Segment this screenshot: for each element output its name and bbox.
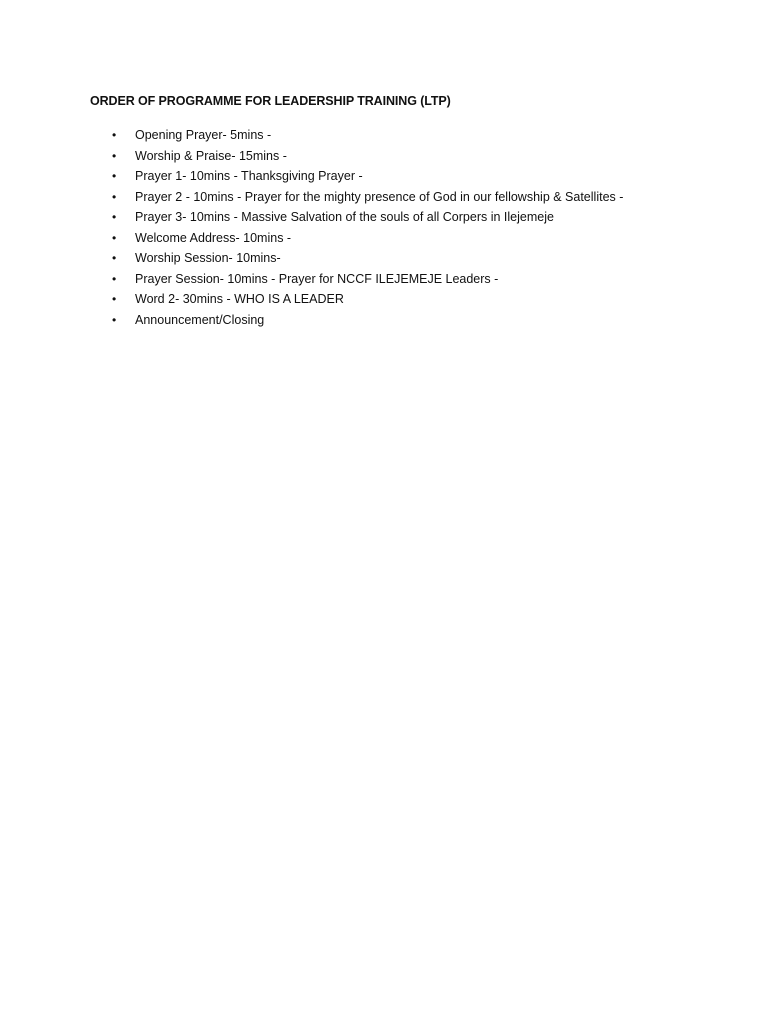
list-item-text: Worship & Praise- 15mins - (135, 148, 287, 163)
bullet-icon: • (112, 189, 117, 204)
list-item-text: Prayer 1- 10mins - Thanksgiving Prayer - (135, 169, 363, 183)
bullet-icon: • (112, 169, 117, 183)
list-item-text: Worship Session- 10mins- (135, 251, 281, 265)
list-item-text: Welcome Address- 10mins - (135, 230, 292, 245)
bullet-icon: • (112, 292, 117, 306)
bullet-icon: • (112, 210, 117, 224)
list-item-text: Prayer 3- 10mins - Massive Salvation of the souls of all Corpers in Ilejemeje (135, 210, 554, 224)
bullet-icon: • (112, 148, 117, 163)
bullet-icon: • (112, 251, 117, 265)
bullet-icon: • (112, 128, 117, 142)
list-item-text: Prayer 2 - 10mins - Prayer for the mighty presence of God in our fellowship & Satellites - (135, 189, 624, 204)
list-item-text: Announcement/Closing (135, 312, 265, 327)
list-item-text: Opening Prayer- 5mins - (135, 128, 272, 142)
bullet-icon: • (112, 312, 117, 327)
document-title: ORDER OF PROGRAMME FOR LEADERSHIP TRAINING (LTP) (90, 94, 451, 108)
bullet-icon: • (112, 230, 117, 245)
list-item-text: Prayer Session- 10mins - Prayer for NCCF ILEJEMEJE Leaders - (135, 271, 499, 286)
list-item-text: Word 2- 30mins - WHO IS A LEADER (135, 292, 344, 306)
bullet-icon: • (112, 271, 117, 286)
